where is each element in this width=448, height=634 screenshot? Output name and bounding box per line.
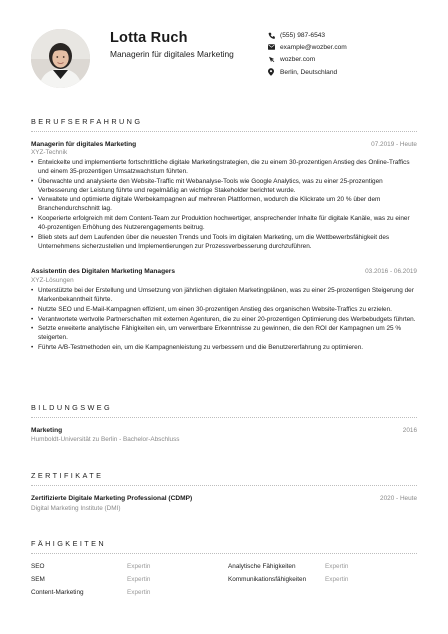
certificate-date: 2020 - Heute [380,495,417,502]
skill-level: Expertin [127,576,151,583]
section-divider [31,553,417,554]
skill-name: SEM [31,576,45,583]
section-divider [31,131,417,132]
section-divider [31,485,417,486]
section-title-experience: BERUFSERFAHRUNG [31,117,143,126]
job-bullet: • Verwaltete und optimierte digitale Werbekampagnen auf mehreren Plattformen, wodurch die Klickrate um 20 % über dem Branchendurchschnitt lag. [31,196,417,214]
job-bullet: • Verantwortete wertvolle Partnerschaften mit externen Agenturen, die zu einer 20-prozentigen Optimierung des Werbebudgets führten. [31,316,417,325]
skill-name: Kommunikationsfähigkeiten [228,576,307,583]
location-pin-icon [268,68,280,76]
education-title: Marketing [31,427,63,434]
job-company: XYZ-Technik [31,149,68,156]
job-bullet: • Führte A/B-Testmethoden ein, um die Kampagnenleistung zu verbessern und die Benutzererfahrung zu optimieren. [31,344,417,353]
resume-header [0,0,448,110]
section-title-skills: FÄHIGKEITEN [31,539,107,548]
candidate-role: Managerin für digitales Marketing [110,49,234,59]
candidate-name: Lotta Ruch [110,30,188,46]
skill-level: Expertin [127,563,151,570]
job-bullet: • Setzte erweiterte analytische Fähigkeiten ein, um verwertbare Erkenntnisse zu gewinnen, die den ROI der Kampagnen um 25 % steigerten. [31,325,417,343]
skill-level: Expertin [325,563,349,570]
contact-location [268,66,347,78]
job-date: 07.2019 - Heute [371,141,417,148]
skill-level: Expertin [325,576,349,583]
skill-name: Analytische Fähigkeiten [228,563,296,570]
contact-website [268,54,347,66]
certificate-issuer: Digital Marketing Institute (DMI) [31,505,121,512]
contact-email [268,41,347,53]
job-bullet: • Unterstützte bei der Erstellung und Umsetzung von jährlichen digitalen Marketingplänen, was zu einer 25-prozentigen Steigerung der Markenbekanntheit führte. [31,287,417,305]
job-date: 03.2016 - 06.2019 [365,268,417,275]
contact-text: wozber.com [280,56,316,64]
job-bullets [31,287,417,354]
avatar [31,29,90,88]
phone-icon [268,32,280,39]
job-bullet: • Blieb stets auf dem Laufenden über die neuesten Trends und Tools im digitalen Marketing, um die Wettbewerbsfähigkeit des Unternehmens sicherzustellen und Implementierungen zur Prozessverbesserung durchzuführen. [31,234,417,252]
certificate-title: Zertifizierte Digitale Marketing Professional (CDMP) [31,495,193,502]
job-bullets [31,159,417,252]
profile-photo [31,29,90,88]
job-bullet: • Entwickelte und implementierte fortschrittliche digitale Marketingstrategien, die zu einem 30-prozentigen Anstieg des Online-Traffics und einem 35-prozentigen Umsatzwachstum führten. [31,159,417,177]
envelope-icon [268,44,280,50]
contact-list [268,29,347,78]
job-title: Managerin für digitales Marketing [31,141,137,148]
education-institution: Humboldt-Universität zu Berlin - Bachelor-Abschluss [31,436,180,443]
contact-text: example@wozber.com [280,43,347,51]
contact-text: Berlin, Deutschland [280,68,338,76]
job-bullet: • Kooperierte erfolgreich mit dem Content-Team zur Produktion hochwertiger, ansprechender Inhalte für digitale Kanäle, was zu einer 40-prozentigen Erhöhung des Nutzerengagements beitrug. [31,215,417,233]
job-bullet: • Nutzte SEO und E-Mail-Kampagnen effizient, um einen 30-prozentigen Anstieg des organischen Website-Traffics zu erzielen. [31,306,417,315]
skill-level: Expertin [127,589,151,596]
job-title: Assistentin des Digitalen Marketing Managers [31,268,176,275]
job-company: XYZ-Lösungen [31,277,74,284]
link-icon [268,56,280,63]
education-date: 2016 [402,427,417,434]
contact-text: (555) 987-6543 [280,31,326,39]
section-divider [31,417,417,418]
job-bullet: • Überwachte und analysierte den Website-Traffic mit Webanalyse-Tools wie Google Analytics, was zu einer 25-prozentigen Verbesserung der Leistung führte und regelmäßig an wichtige Stakeholder berichtet wurde. [31,178,417,196]
skill-name: SEO [31,563,45,570]
section-title-certificates: ZERTIFIKATE [31,471,104,480]
section-title-education: BILDUNGSWEG [31,403,113,412]
contact-phone [268,29,347,41]
skill-name: Content-Marketing [31,589,84,596]
